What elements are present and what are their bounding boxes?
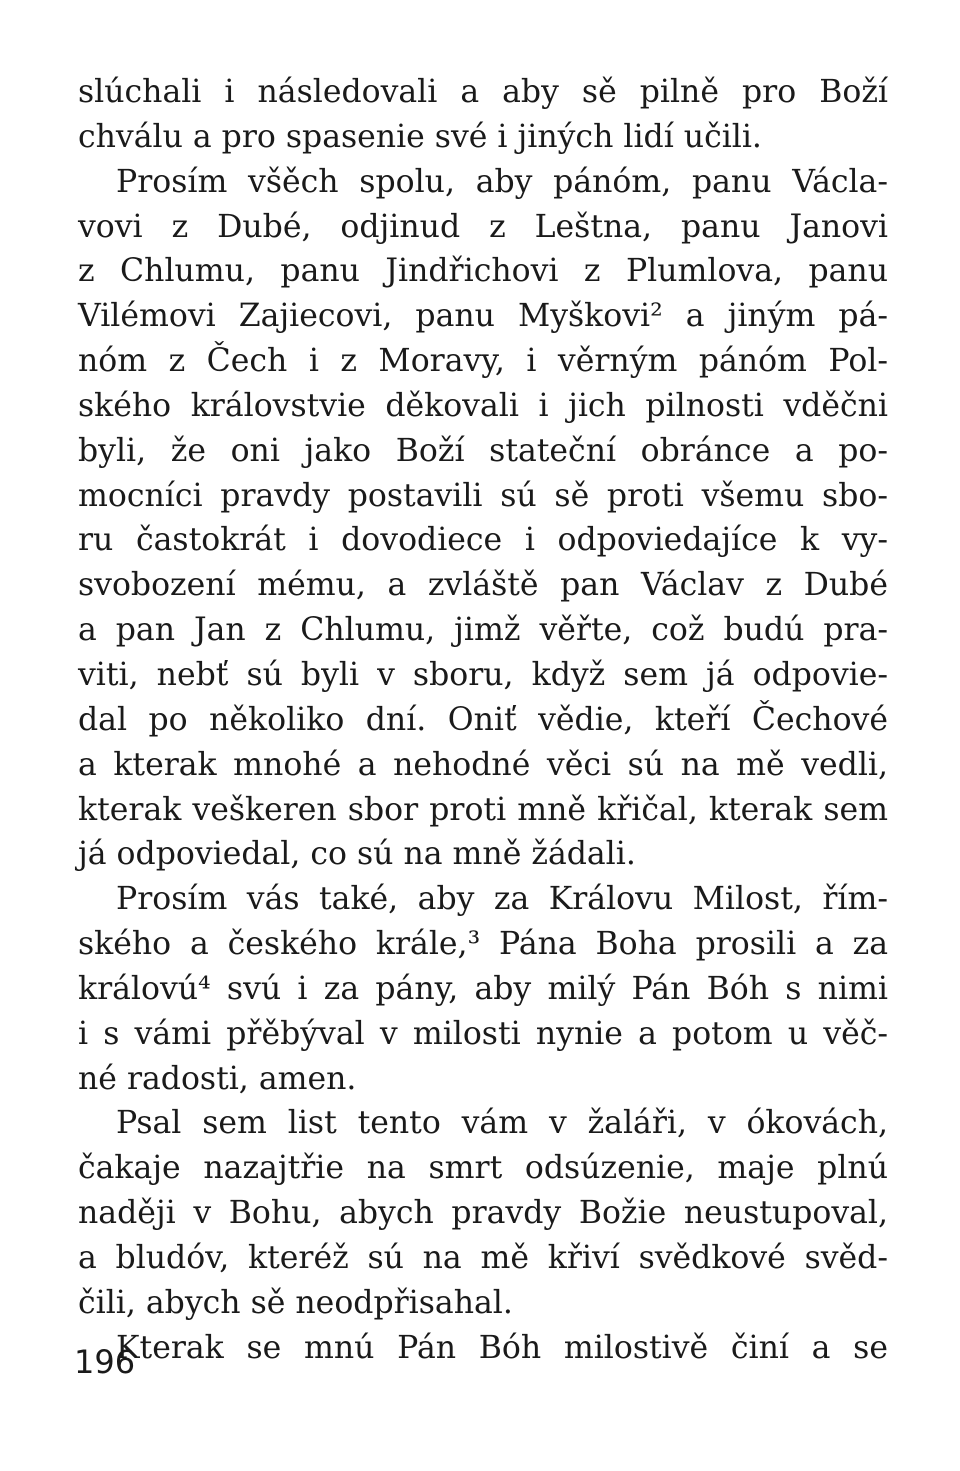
- paragraph-first-line: Prosím všěch spolu, aby pánóm, panu Václa-: [116, 163, 888, 200]
- text-line: a bludóv, kteréž sú na mě křiví svědkové svěd-: [78, 1239, 888, 1276]
- text-line: ru častokrát i dovodiece i odpoviedajíce k vy-: [78, 522, 888, 559]
- text-line: kterak veškeren sbor proti mně křičal, kterak sem: [78, 791, 888, 828]
- text-line: čakaje nazajtřie na smrt odsúzenie, maje plnú: [78, 1150, 888, 1187]
- text-line: svobození mému, a zvláště pan Václav z Dubé: [78, 567, 888, 604]
- text-line: čili, abych sě neodpřisahal.: [78, 1284, 513, 1321]
- text-line: a kterak mnohé a nehodné věci sú na mě vedli,: [78, 746, 888, 783]
- body-text: [78, 70, 888, 1370]
- text-line: nóm z Čech i z Moravy, i věrným pánóm Pol-: [78, 343, 888, 380]
- text-line: i s vámi přěbýval v milosti nynie a potom u věč-: [78, 1015, 888, 1052]
- text-line: z Chlumu, panu Jindřichovi z Plumlova, panu: [78, 253, 888, 290]
- text-line: ského a českého krále,³ Pána Boha prosili a za: [78, 926, 888, 963]
- text-line: a pan Jan z Chlumu, jimž věřte, což budú pra-: [78, 612, 888, 649]
- paragraph-first-line: Kterak se mnú Pán Bóh milostivě činí a se: [116, 1329, 888, 1366]
- text-line: naději v Bohu, abych pravdy Božie neustupoval,: [78, 1195, 888, 1232]
- text-line: viti, nebť sú byli v sboru, když sem já odpovie-: [78, 656, 888, 693]
- text-line: byli, že oni jako Boží stateční obránce a po-: [78, 432, 888, 469]
- text-line: ského královstvie děkovali i jich pilnosti vděčni: [78, 387, 888, 424]
- text-line: chválu a pro spasenie své i jiných lidí učili.: [78, 118, 762, 155]
- text-line: Vilémovi Zajiecovi, panu Myškovi² a jiným pá-: [78, 298, 888, 335]
- text-line: né radosti, amen.: [78, 1060, 357, 1097]
- text-line: královú⁴ svú i za pány, aby milý Pán Bóh s nimi: [78, 970, 888, 1007]
- text-line: vovi z Dubé, odjinud z Leštna, panu Janovi: [78, 208, 888, 245]
- text-line: slúchali i následovali a aby sě pilně pro Boží: [78, 74, 888, 110]
- page-number: 196: [74, 1343, 136, 1381]
- paragraph-first-line: Psal sem list tento vám v žaláři, v ókovách,: [116, 1105, 888, 1142]
- paragraph-first-line: Prosím vás také, aby za Královu Milost, řím-: [116, 881, 888, 918]
- text-line: mocníci pravdy postavili sú sě proti všemu sbo-: [78, 477, 888, 514]
- text-line: dal po několiko dní. Oniť vědie, kteří Čechové: [78, 701, 888, 738]
- text-line: já odpoviedal, co sú na mně žádali.: [78, 836, 636, 873]
